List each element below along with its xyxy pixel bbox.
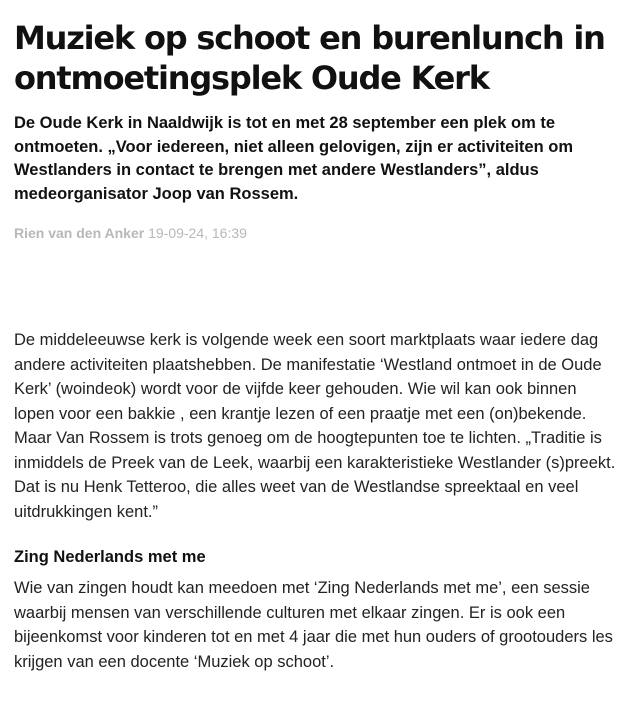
article-headline: Muziek op schoot en burenlunch in ontmoetingsplek Oude Kerk [14,19,605,97]
byline-timestamp: 19-09-24, 16:39 [148,225,247,241]
section-heading: Zing Nederlands met me [14,548,206,566]
byline-author[interactable]: Rien van den Anker [14,225,145,241]
body-paragraph-1: De middeleeuwse kerk is volgende week een soort marktplaats waar iedere dag andere activiteiten plaatshebben. De manifestatie ‘Westland ontmoet in de Oude Kerk’ (woindeok) wordt voor de vijfde keer gehouden. Wie wil kan ook binnen lopen voor een bakkie , een krantje lezen of een praatje met een (on)bekende. [14,331,602,423]
article [14,18,616,674]
section-paragraph: Wie van zingen houdt kan meedoen met ‘Zing Nederlands met me’, een sessie waarbij mensen van verschillende culturen met elkaar zingen. Er is ook een bijeenkomst voor kinderen tot en met 4 jaar die met hun ouders of grootouders les krijgen van een docente ‘Muziek op schoot’. [14,579,613,671]
article-body [14,328,616,674]
article-lead: De Oude Kerk in Naaldwijk is tot en met 28 september een plek om te ontmoeten. „Voor iedereen, niet alleen gelovigen, zijn er activiteiten om Westlanders in contact te brengen met andere Westlanders”, aldus medeorganisator Joop van Rossem. [14,114,573,203]
byline [14,224,616,242]
body-paragraph-2: Maar Van Rossem is trots genoeg om de hoogtepunten toe te lichten. „Traditie is inmiddels de Preek van de Leek, waarbij een karakteristieke Westlander (s)preekt. Dat is nu Henk Tetteroo, die alles weet van de Westlandse spreektaal en veel uitdrukkingen kent.” [14,429,616,521]
